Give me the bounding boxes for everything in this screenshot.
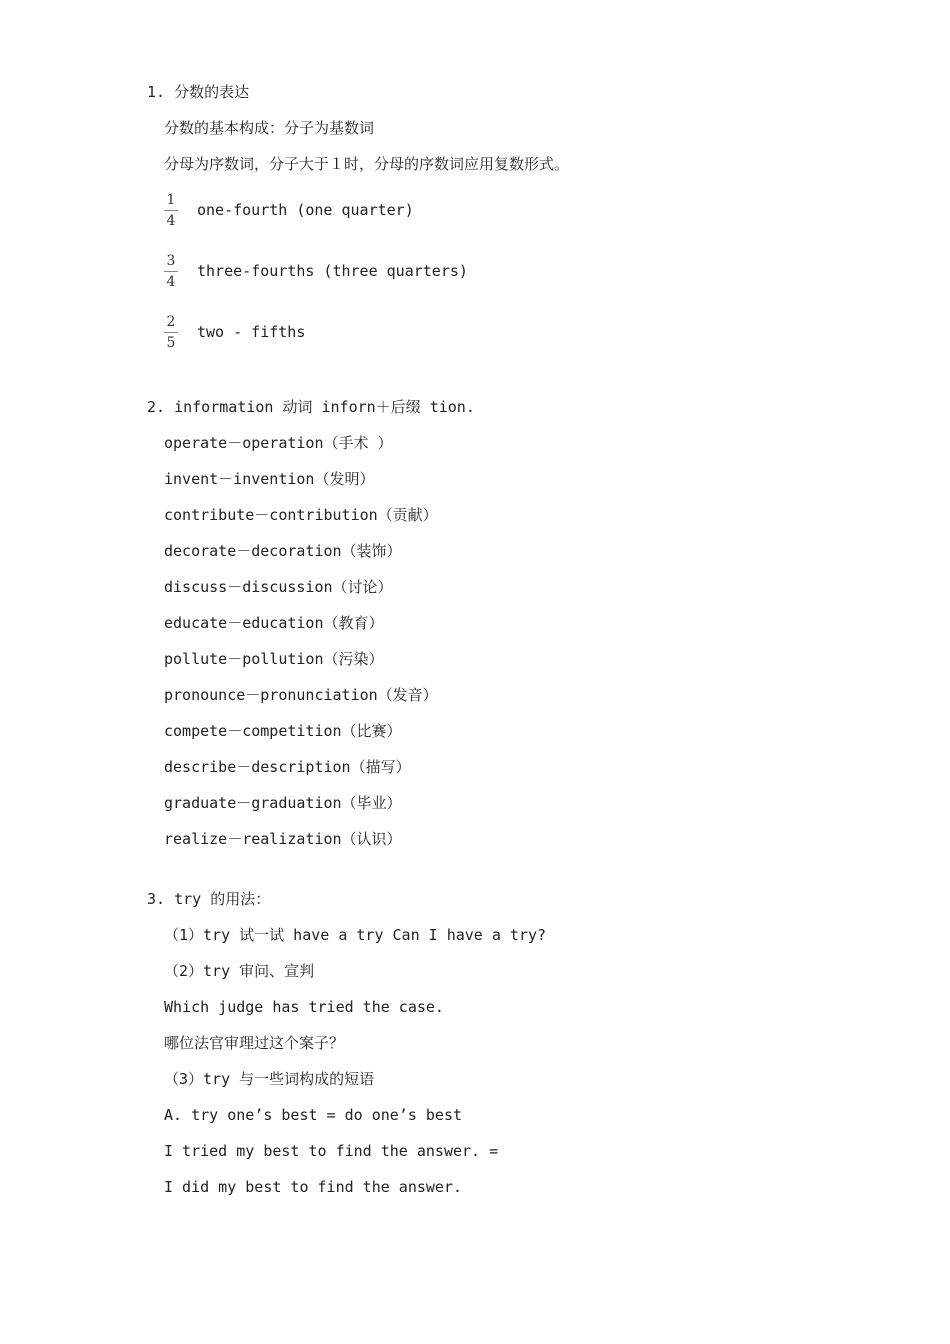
word-pair: decorate－decoration（装饰） — [164, 542, 402, 560]
fraction — [164, 192, 178, 229]
section-1-heading: 1. 分数的表达 — [147, 83, 250, 101]
fraction-denominator: 4 — [166, 274, 176, 290]
word-pair: pollute－pollution（污染） — [164, 650, 384, 668]
fraction-numerator: 3 — [166, 253, 176, 269]
fraction-text: two - fifths — [197, 323, 306, 341]
word-pair: describe－description（描写） — [164, 758, 411, 776]
word-pair: compete－competition（比赛） — [164, 722, 402, 740]
section-2-heading: 2. information 动词 inforn＋后缀 tion. — [147, 398, 475, 416]
word-pair: pronounce－pronunciation（发音） — [164, 686, 438, 704]
fraction — [164, 253, 178, 290]
fraction-bar — [164, 271, 178, 272]
word-pair: educate－education（教育） — [164, 614, 384, 632]
usage-line: （3）try 与一些词构成的短语 — [164, 1070, 375, 1088]
phrase-line: A. try one’s best = do one’s best — [164, 1106, 463, 1124]
fraction-text: one-fourth (one quarter) — [197, 201, 414, 219]
example-sentence: I did my best to find the answer. — [164, 1178, 463, 1196]
usage-line: （2）try 审问、宣判 — [164, 962, 315, 980]
example-sentence: Which judge has tried the case. — [164, 998, 444, 1016]
section-1-line: 分数的基本构成：分子为基数词 — [164, 119, 375, 137]
fraction-numerator: 2 — [166, 314, 176, 330]
example-sentence: I tried my best to find the answer. = — [164, 1142, 499, 1160]
word-pair: graduate－graduation（毕业） — [164, 794, 402, 812]
fraction-denominator: 4 — [166, 213, 176, 229]
word-pair: realize－realization（认识） — [164, 830, 402, 848]
word-pair: discuss－discussion（讨论） — [164, 578, 393, 596]
fraction-numerator: 1 — [166, 192, 176, 208]
fraction-bar — [164, 210, 178, 211]
word-pair: operate－operation（手术 ） — [164, 434, 393, 452]
fraction-denominator: 5 — [166, 335, 176, 351]
example-translation: 哪位法官审理过这个案子？ — [164, 1034, 345, 1052]
fraction — [164, 314, 178, 351]
section-3-heading: 3. try 的用法： — [147, 890, 271, 908]
section-1-line: 分母为序数词，分子大于１时，分母的序数词应用复数形式。 — [164, 155, 570, 173]
word-pair: contribute－contribution（贡献） — [164, 506, 438, 524]
fraction-bar — [164, 332, 178, 333]
word-pair: invent－invention（发明） — [164, 470, 375, 488]
fraction-text: three-fourths (three quarters) — [197, 262, 468, 280]
usage-line: （1）try 试一试 have a try Can I have a try? — [164, 926, 547, 944]
